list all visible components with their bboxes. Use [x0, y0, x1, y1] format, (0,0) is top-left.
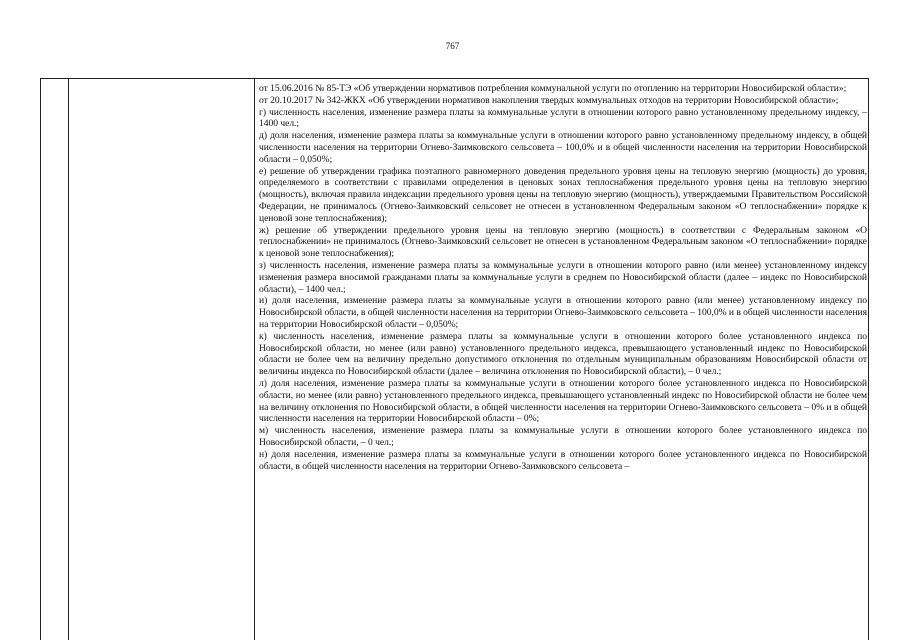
paragraph: от 15.06.2016 № 85-ТЭ «Об утверждении нормативов потребления коммунальной услуги по отоплению на территории Новосибирской области»; — [259, 83, 847, 94]
paragraph: н) доля населения, изменение размера платы за коммунальные услуги в отношении которого более установленного индекса по Новосибирской области, в общей численности населения на территории Огнево-Заимковского сельсовета – — [259, 448, 867, 472]
paragraph: л) доля населения, изменение размера платы за коммунальные услуги в отношении которого более установленного индекса по Новосибирской области, но менее (или равно) установленного предельного индекса, превышающего установленный индекс по Новосибирской области не более чем на величину отклонения по Новосибирской области, в общей численности населения на территории Огнево-Заимковского сельсовета – 0% и в общей численности населения на территории Новосибирской области – 0%; — [259, 377, 867, 425]
paragraph: е) решение об утверждении графика поэтапного равномерного доведения предельного уровня цены на тепловую энергию (мощность) до уровня, определяемого в соответствии с правилами определения в ценовых зонах теплоснабжения предельного уровня цены на тепловую энергию (мощность), включая правила индексации предельного уровня цены на тепловую энергию (мощность), утверждаемыми Правительством Российской Федерации, не принималось (Огнево-Заимковский сельсовет не отнесен в установленном Федеральным законом «О теплоснабжении» порядке к ценовой зоне теплоснабжения); — [259, 165, 867, 224]
paragraph: г) численность населения, изменение размера платы за коммунальные услуги в отношении которого равно установленному предельному индексу, – 1400 чел.; — [259, 106, 867, 130]
paragraph: з) численность населения, изменение размера платы за коммунальные услуги в отношении которого равно (или менее) установленному индексу изменения размера вносимой гражданами платы за коммунальные услуги в среднем по Новосибирской области (далее – индекс по Новосибирской области), – 1400 чел.; — [259, 259, 867, 295]
column-divider — [68, 79, 69, 640]
document-table — [40, 78, 869, 640]
paragraph: к) численность населения, изменение размера платы за коммунальные услуги в отношении которого более установленного индекса по Новосибирской области, но менее (или равно) установленного предельного индекса, превышающего установленный индекс по Новосибирской области не более чем на величину предельно допустимого отклонения по отдельным муниципальным образованиям Новосибирской области от величины индекса по Новосибирской области (далее – величина отклонения по Новосибирской области), – 0 чел.; — [259, 330, 867, 378]
table-text-cell — [259, 83, 867, 472]
column-divider — [254, 79, 255, 640]
paragraph: м) численность населения, изменение размера платы за коммунальные услуги в отношении которого более установленного индекса по Новосибирской области, – 0 чел.; — [259, 425, 867, 448]
paragraph: и) доля населения, изменение размера платы за коммунальные услуги в отношении которого равно (или менее) установленному индексу по Новосибирской области, в общей численности населения на территории Огнево-Заимковского сельсовета – 100,0% и в общей численности населения на территории Новосибирской области – 0,050%; — [259, 295, 867, 330]
page-number: 767 — [445, 41, 460, 51]
paragraph: д) доля населения, изменение размера платы за коммунальные услуги в отношении которого равно установленному предельному индексу, в общей численности населения на территории Огнево-Заимковского сельсовета – 100,0% и в общей численности населения на территории Новосибирской области – 0,050%; — [259, 130, 867, 165]
paragraph: от 20.10.2017 № 342-ЖКХ «Об утверждении нормативов накопления твердых коммунальных отходов на территории Новосибирской области»; — [259, 94, 839, 106]
paragraph: ж) решение об утверждении предельного уровня цены на тепловую энергию (мощность) в соответствии с Федеральным законом «О теплоснабжении» не принималось (Огнево-Заимковский сельсовет не отнесен в установленном Федеральным законом «О теплоснабжении» порядке к ценовой зоне теплоснабжения); — [259, 224, 867, 260]
